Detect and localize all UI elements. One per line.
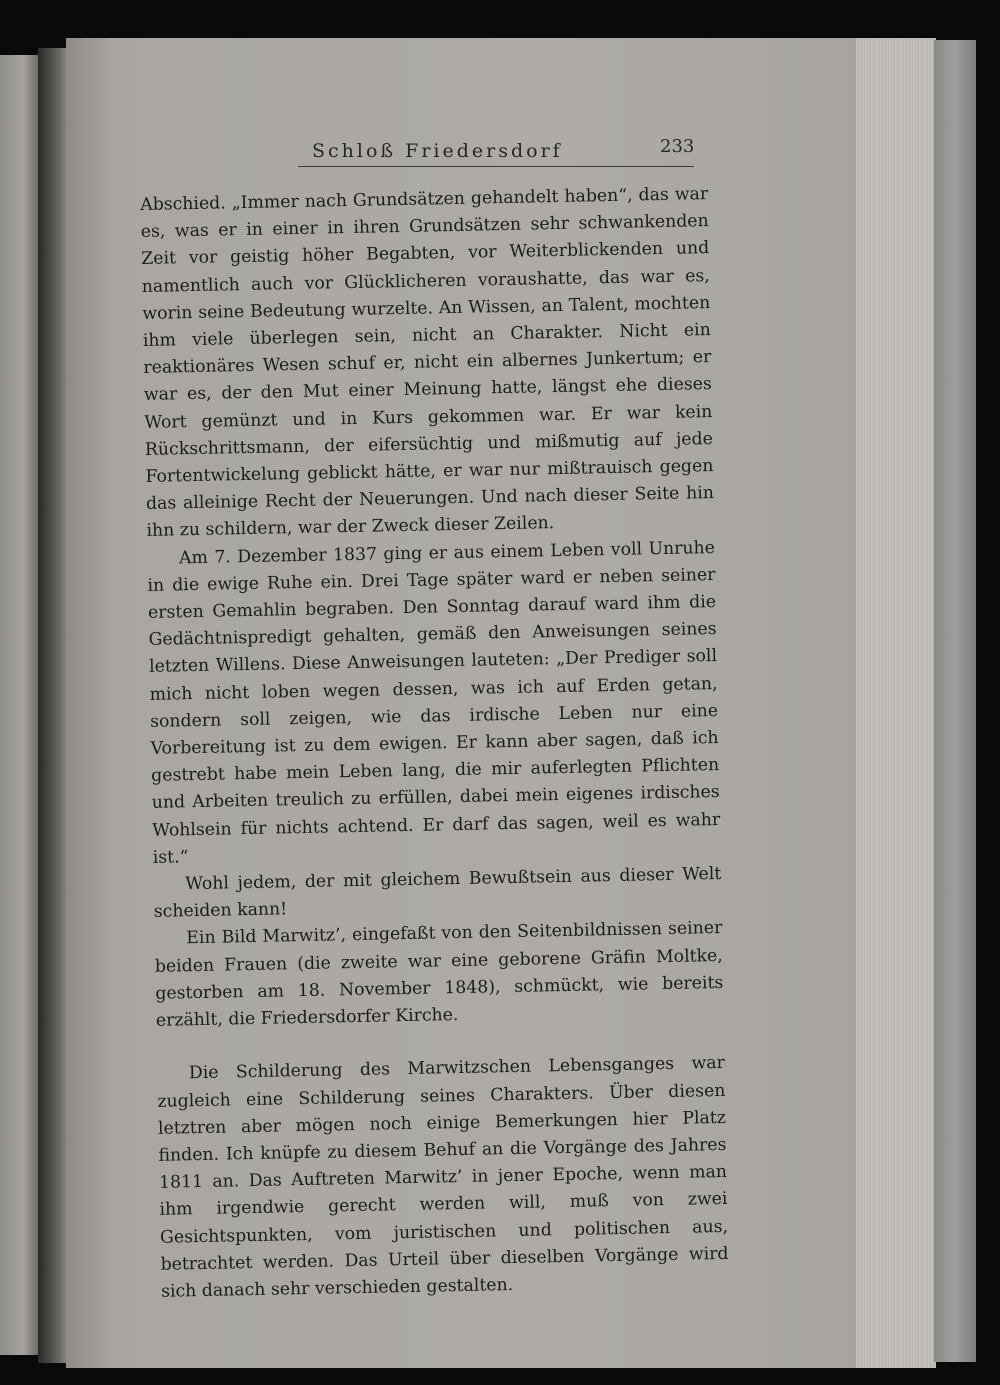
page-header	[298, 136, 698, 170]
paragraph-death: Am 7. Dezember 1837 ging er aus einem Leben voll Unruhe in die ewige Ruhe ein. Drei Tage später ward er neben seiner ersten Gemahlin begraben. Den Sonntag darauf ward ihm die Gedächtnispredigt gehalten, gemäß den Anweisungen seines letzten Willens. Diese Anweisungen lauteten: „Der Prediger soll mich nicht loben wegen dessen, was ich auf Erden getan, sondern soll zeigen, wie das irdische Leben nur eine Vorbereitung ist zu dem ewigen. Er kann aber sagen, daß ich gestrebt habe mein Leben lang, die mir auferlegten Pflichten und Arbeiten treulich zu erfüllen, dabei mein eigenes irdisches Wohlsein für nichts achtend. Er darf das sagen, weil es wahr ist.“	[147, 537, 721, 868]
page-stack-edges	[856, 38, 936, 1368]
book-cover-edge	[934, 40, 976, 1362]
header-rule	[298, 166, 694, 167]
paragraph-character: Die Schilderung des Marwitzschen Lebensganges war zugleich eine Schilderung seines Charakters. Über diesen letztren aber mögen noch einige Bemerkungen hier Platz finden. Ich knüpfe zu diesem Behuf an die Vorgänge des Jahres 1811 an. Das Auftreten Marwitz’ in jener Epoche, wenn man ihm irgendwie gerecht werden will, muß von zwei Gesichtspunkten, vom juristischen und politischen aus, betrachtet werden. Das Urteil über dieselben Vorgänge wird sich danach sehr verschieden gestalten.	[157, 1053, 729, 1302]
page-number: 233	[660, 136, 695, 157]
body-text	[140, 181, 729, 1306]
paragraph-continuation: Abschied. „Immer nach Grundsätzen gehandelt haben“, das war es, was er in einer in ihren Grundsätzen sehr schwankenden Zeit vor geistig höher Begabten, vor Weiterblickenden und namentlich auch vor Glücklicheren voraushatte, das war es, worin seine Bedeutung wurzelte. An Wissen, an Talent, mochten ihm viele überlegen sein, nicht an Charakter. Nicht ein reaktionäres Wesen schuf er, nicht ein albernes Junkertum; er war es, der den Mut einer Meinung hatte, längst ehe dieses Wort gemünzt und in Kurs gekommen war. Er war kein Rückschrittsmann, der eifersüchtig und mißmutig auf jede Fortentwickelung geblickt hätte, er war nur mißtrauisch gegen das alleinige Recht der Neuerungen. Und nach dieser Seite hin ihn zu schildern, war der Zweck dieser Zeilen.	[140, 184, 715, 542]
left-page-edge	[0, 55, 38, 1355]
running-title: Schloß Friedersdorf	[312, 140, 563, 162]
book-gutter	[38, 48, 68, 1363]
paragraph-farewell: Wohl jedem, der mit gleichem Bewußtsein aus dieser Welt scheiden kann!	[153, 864, 722, 923]
paragraph-portrait: Ein Bild Marwitz’, eingefaßt von den Seitenbildnissen seiner beiden Frauen (die zweite war eine geborene Gräfin Moltke, gestorben am 18. November 1848), schmückt, wie bereits erzählt, die Friedersdorfer Kirche.	[154, 918, 724, 1031]
